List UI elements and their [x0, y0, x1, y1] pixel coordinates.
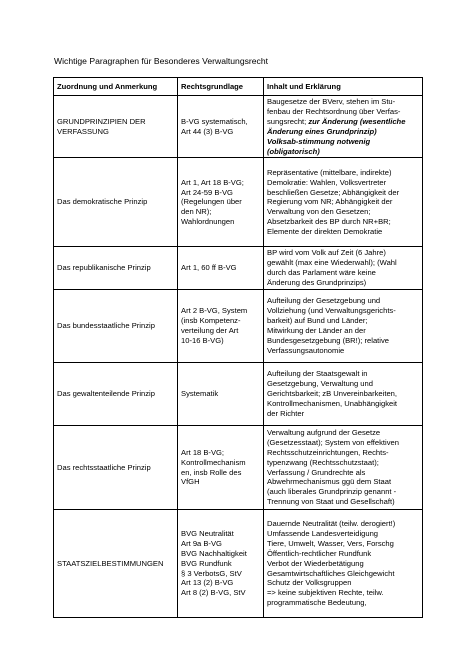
cell-topic-line: VERFASSUNG — [57, 126, 109, 136]
cell-content-line: Verbot der Wiederbetätigung — [267, 558, 364, 568]
cell-content-line: Schutz der Volksgruppen — [267, 578, 352, 588]
cell-content-line: Vollziehung (und Verwaltungsgerichts- — [267, 306, 396, 316]
cell-topic-line: GRUNDPRINZIPIEN DER — [57, 116, 146, 126]
cell-topic-line: STAATSZIELBESTIMMUNGEN — [57, 558, 164, 568]
cell-content-line: Kontrollmechanismen, Unabhängigkeit — [267, 399, 398, 409]
cell-topic-line: Das bundesstaatliche Prinzip — [57, 321, 155, 331]
cell-basis-line: Wahlordnungen — [181, 217, 235, 227]
cell-basis-line: BVG Nachhaltigkeit — [181, 548, 247, 558]
cell-content-line: Bundesgesetzgebung (BR!); relative — [267, 335, 389, 345]
cell-content — [264, 247, 423, 290]
table-row — [54, 247, 423, 290]
cell-basis — [178, 363, 264, 426]
cell-basis-line: Art 2 B-VG, System — [181, 306, 248, 316]
cell-content-line: BP wird vom Volk auf Zeit (6 Jahre) — [267, 248, 386, 258]
cell-basis — [178, 96, 264, 158]
cell-content-line: (auch liberales Grundprinzip genannt - — [267, 487, 397, 497]
cell-content — [264, 96, 423, 158]
cell-content-line: Tiere, Umwelt, Wasser, Vers, Forschg — [267, 538, 394, 548]
cell-topic-line: Das rechtsstaatliche Prinzip — [57, 462, 151, 472]
cell-basis-line: § 3 VerbotsG, StV — [181, 568, 242, 578]
cell-content-line: Rechtsschutzeinrichtungen, Rechts- — [267, 447, 389, 457]
cell-content — [264, 290, 423, 363]
cell-topic — [54, 158, 178, 247]
cell-topic — [54, 426, 178, 510]
cell-topic — [54, 290, 178, 363]
cell-basis-line: Art 1, 60 ff B-VG — [181, 263, 237, 273]
cell-content — [264, 158, 423, 247]
cell-basis — [178, 247, 264, 290]
header-topic: Zuordnung und Anmerkung — [54, 78, 178, 96]
cell-basis-line: BVG Rundfunk — [181, 558, 232, 568]
cell-content-line: Abwehrmechanismus ggü dem Staat — [267, 477, 392, 487]
table-row — [54, 510, 423, 618]
cell-topic — [54, 510, 178, 618]
cell-topic — [54, 247, 178, 290]
cell-content — [264, 426, 423, 510]
cell-content-line: Gerichtsbarkeit; zB Unvereinbarkeiten, — [267, 389, 397, 399]
cell-basis-line: Art 44 (3) B-VG — [181, 126, 234, 136]
content-text: fenbau der Rechtsordnung über Verfas- — [267, 106, 401, 116]
header-basis: Rechtsgrundlage — [178, 78, 264, 96]
cell-basis-line: VfGH — [181, 477, 200, 487]
table-header-row — [54, 78, 423, 96]
cell-basis-line: Art 13 (2) B-VG — [181, 578, 234, 588]
cell-content-line: Regierung vom NR; Abhängigkeit der — [267, 197, 393, 207]
cell-content-line: Verfassung / Grundrechte als — [267, 467, 366, 477]
cell-content-line: Repräsentative (mittelbare, indirekte) — [267, 167, 392, 177]
cell-content-line: beschließen Gesetze; Abhängigkeit der — [267, 187, 400, 197]
cell-basis-line: Art 18 B-VG; — [181, 447, 225, 457]
cell-basis-line: Systematik — [181, 389, 219, 399]
cell-basis-line: Art 1, Art 18 B-VG; — [181, 177, 244, 187]
cell-basis-line: BVG Neutralität — [181, 528, 234, 538]
content-emphasis: zur Änderung (wesentliche — [306, 116, 406, 126]
cell-basis-line: Kontrollmechanism — [181, 457, 246, 467]
cell-content-line: Dauernde Neutralität (teilw. derogiert!) — [267, 518, 396, 528]
content-emphasis: Volksab-stimmung notwenig — [267, 136, 371, 146]
cell-content-line: Verwaltung aufgrund der Gesetze — [267, 427, 381, 437]
cell-content-line: Aufteilung der Staatsgewalt in — [267, 369, 368, 379]
paragraph-table — [53, 77, 423, 618]
cell-content — [264, 363, 423, 426]
cell-content-line: Öffentlich-rechtlicher Rundfunk — [267, 548, 372, 558]
cell-topic-line: Das republikanische Prinzip — [57, 263, 151, 273]
cell-content-line: typenzwang (Rechtsschutzstaat); — [267, 457, 379, 467]
cell-content-line: programmatische Bedeutung, — [267, 598, 367, 608]
cell-basis-line: B-VG systematisch, — [181, 116, 248, 126]
cell-basis-line: Art 9a B-VG — [181, 538, 222, 548]
table-row — [54, 290, 423, 363]
cell-content-line — [267, 97, 419, 107]
cell-topic-line: Das gewaltenteilende Prinzip — [57, 389, 155, 399]
cell-topic — [54, 363, 178, 426]
content-emphasis: (obligatorisch) — [267, 146, 320, 156]
cell-content-line: Demokratie: Wahlen, Volksvertreter — [267, 177, 387, 187]
cell-basis-line: (insb Kompetenz- — [181, 316, 241, 326]
table-row — [54, 363, 423, 426]
cell-content — [264, 510, 423, 618]
cell-content-line: der Richter — [267, 408, 305, 418]
cell-content-line: gewählt (max eine Wiederwahl); (Wahl — [267, 258, 397, 268]
page-title: Wichtige Paragraphen für Besonderes Verwaltungsrecht — [54, 56, 269, 66]
cell-basis — [178, 158, 264, 247]
cell-basis-line: Art 24-59 B-VG — [181, 187, 233, 197]
cell-content-line: durch das Parlament wäre keine — [267, 268, 376, 278]
cell-content-line: (Gesetzesstaat); System von effektiven — [267, 437, 399, 447]
cell-basis-line: en, insb Rolle des — [181, 467, 242, 477]
cell-content-line: Umfassende Landesverteidigung — [267, 528, 379, 538]
cell-basis — [178, 510, 264, 618]
cell-basis-line: Art 8 (2) B-VG, StV — [181, 588, 246, 598]
cell-content-line: Verfassungsautonomie — [267, 345, 345, 355]
cell-topic-line: Das demokratische Prinzip — [57, 197, 148, 207]
table-row — [54, 158, 423, 247]
cell-content-line: Absetzbarkeit des BP durch NR+BR; — [267, 217, 391, 227]
content-text: Baugesetze der BVerv, stehen im Stu- — [267, 97, 396, 106]
cell-content-line: Änderung des Grundprinzips) — [267, 278, 367, 288]
table-row — [54, 96, 423, 158]
cell-content-line: Aufteilung der Gesetzgebung und — [267, 296, 381, 306]
header-content: Inhalt und Erklärung — [264, 78, 423, 96]
cell-content-line: Verwaltung von den Gesetzen; — [267, 207, 371, 217]
cell-basis-line: verteilung der Art — [181, 326, 239, 336]
cell-content-line: barkeit) auf Bund und Länder; — [267, 316, 368, 326]
cell-topic — [54, 96, 178, 158]
content-emphasis: Änderung eines Grundprinzip) — [267, 126, 377, 136]
cell-basis — [178, 426, 264, 510]
cell-content-line — [267, 107, 419, 117]
cell-basis-line: 10-16 B-VG) — [181, 335, 224, 345]
table-row — [54, 426, 423, 510]
cell-content-line: => keine subjektiven Rechte, teilw. — [267, 588, 384, 598]
cell-content-line: Mitwirkung der Länder an der — [267, 326, 366, 336]
cell-basis — [178, 290, 264, 363]
cell-content-line: Elemente der direkten Demokratie — [267, 227, 383, 237]
cell-basis-line: den NR); — [181, 207, 212, 217]
cell-content-line: Gesamtwirtschaftliches Gleichgewicht — [267, 568, 395, 578]
cell-content-line: Trennung von Staat und Gesellschaft) — [267, 497, 395, 507]
cell-basis-line: (Regelungen über — [181, 197, 242, 207]
cell-content-line — [267, 117, 419, 127]
cell-content-line: Gesetzgebung, Verwaltung und — [267, 379, 373, 389]
content-text: sungsrecht; — [267, 116, 307, 126]
